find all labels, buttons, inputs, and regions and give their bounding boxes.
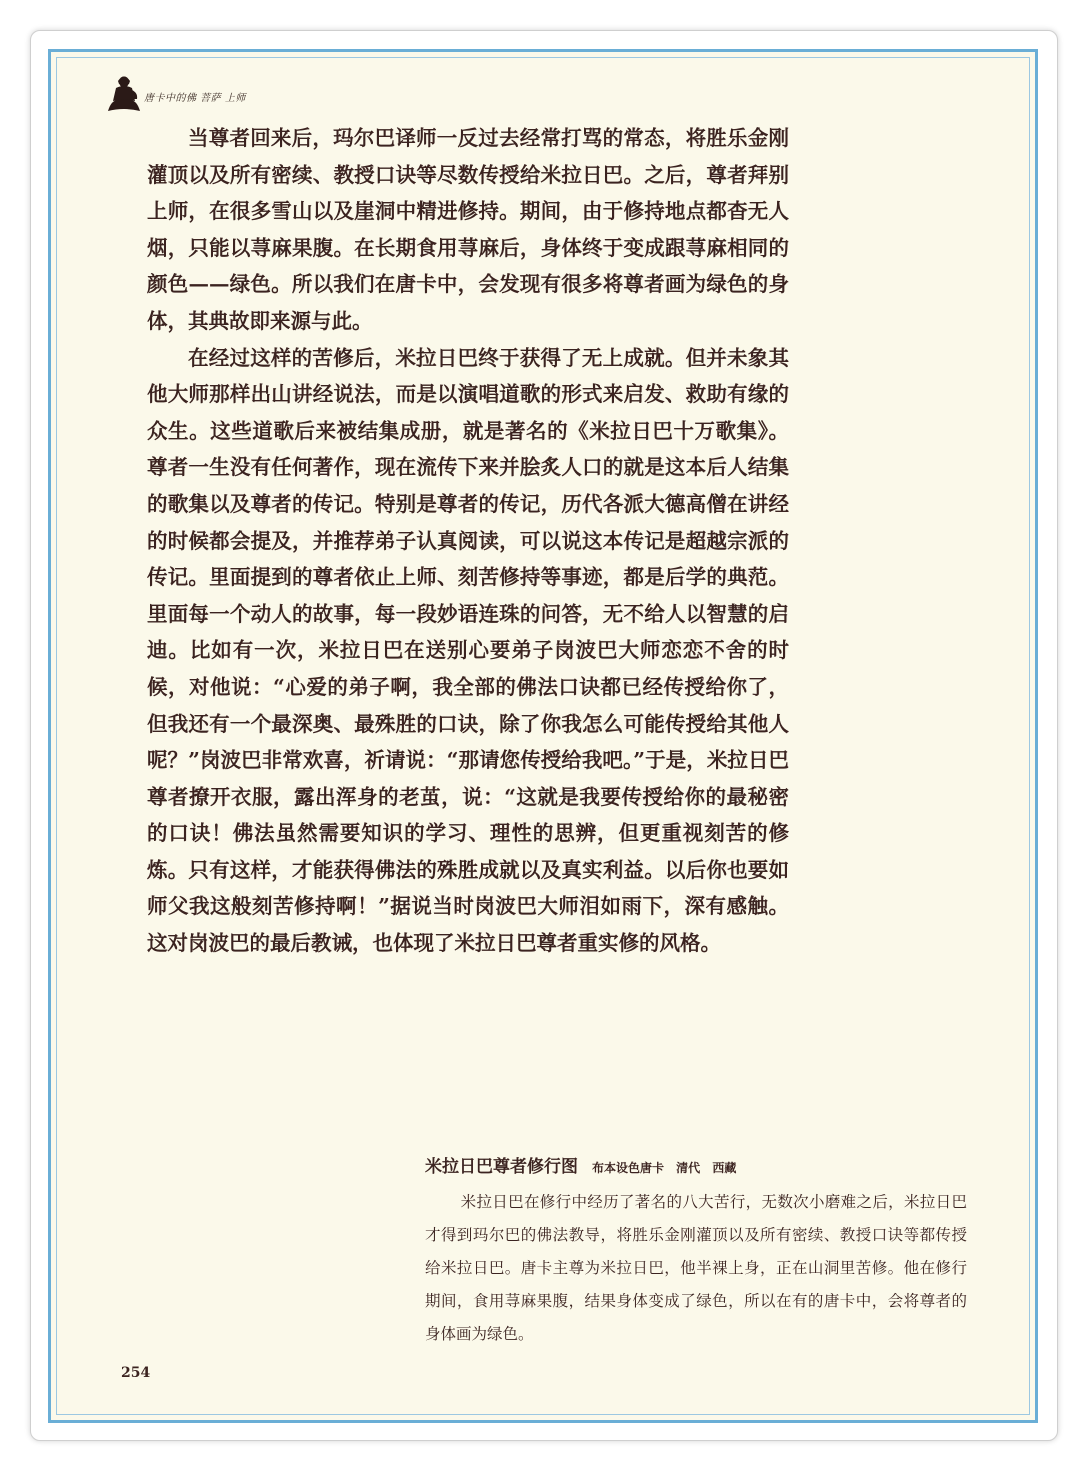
caption-title: 米拉日巴尊者修行图 bbox=[425, 1157, 578, 1177]
caption-meta: 布本设色唐卡 清代 西藏 bbox=[592, 1161, 737, 1175]
seated-master-silhouette-icon bbox=[107, 73, 141, 113]
page-header bbox=[107, 70, 246, 116]
paragraph: 当尊者回来后，玛尔巴译师一反过去经常打骂的常态，将胜乐金刚灌顶以及所有密续、教授口诀等尽数传授给米拉日巴。之后，尊者拜别上师，在很多雪山以及崖洞中精进修持。期间，由于修持地点都杳无人烟，只能以荨麻果腹。在长期食用荨麻后，身体终于变成跟荨麻相同的颜色——绿色。所以我们在唐卡中，会发现有很多将尊者画为绿色的身体，其典故即来源与此。 bbox=[147, 126, 789, 333]
page-number: 254 bbox=[121, 1365, 151, 1381]
main-text bbox=[147, 120, 789, 962]
book-page bbox=[48, 49, 1038, 1423]
caption-text: 米拉日巴在修行中经历了著名的八大苦行，无数次小磨难之后，米拉日巴才得到玛尔巴的佛法教导，将胜乐金刚灌顶以及所有密续、教授口诀等都传授给米拉日巴。唐卡主尊为米拉日巴，他半裸上身，正在山洞里苦修。他在修行期间，食用荨麻果腹，结果身体变成了绿色，所以在有的唐卡中，会将尊者的身体画为绿色。 bbox=[425, 1193, 967, 1343]
caption-heading bbox=[425, 1152, 967, 1178]
figure-caption bbox=[425, 1152, 967, 1351]
running-title: 唐卡中的佛 菩萨 上师 bbox=[144, 92, 246, 104]
paragraph: 在经过这样的苦修后，米拉日巴终于获得了无上成就。但并未象其他大师那样出山讲经说法，而是以演唱道歌的形式来启发、救助有缘的众生。这些道歌后来被结集成册，就是著名的《米拉日巴十万歌集》。尊者一生没有任何著作，现在流传下来并脍炙人口的就是这本后人结集的歌集以及尊者的传记。特别是尊者的传记，历代各派大德高僧在讲经的时候都会提及，并推荐弟子认真阅读，可以说这本传记是超越宗派的传记。里面提到的尊者依止上师、刻苦修持等事迹，都是后学的典范。里面每一个动人的故事，每一段妙语连珠的问答，无不给人以智慧的启迪。比如有一次，米拉日巴在送别心要弟子岗波巴大师恋恋不舍的时候，对他说：“心爱的弟子啊，我全部的佛法口诀都已经传授给你了，但我还有一个最深奥、最殊胜的口诀，除了你我怎么可能传授给其他人呢？”岗波巴非常欢喜，祈请说：“那请您传授给我吧。”于是，米拉日巴尊者撩开衣服，露出浑身的老茧，说：“这就是我要传授给你的最秘密的口诀！佛法虽然需要知识的学习、理性的思辨，但更重视刻苦的修炼。只有这样，才能获得佛法的殊胜成就以及真实利益。以后你也要如师父我这般刻苦修持啊！”据说当时岗波巴大师泪如雨下，深有感触。这对岗波巴的最后教诫，也体现了米拉日巴尊者重实修的风格。 bbox=[147, 345, 789, 956]
